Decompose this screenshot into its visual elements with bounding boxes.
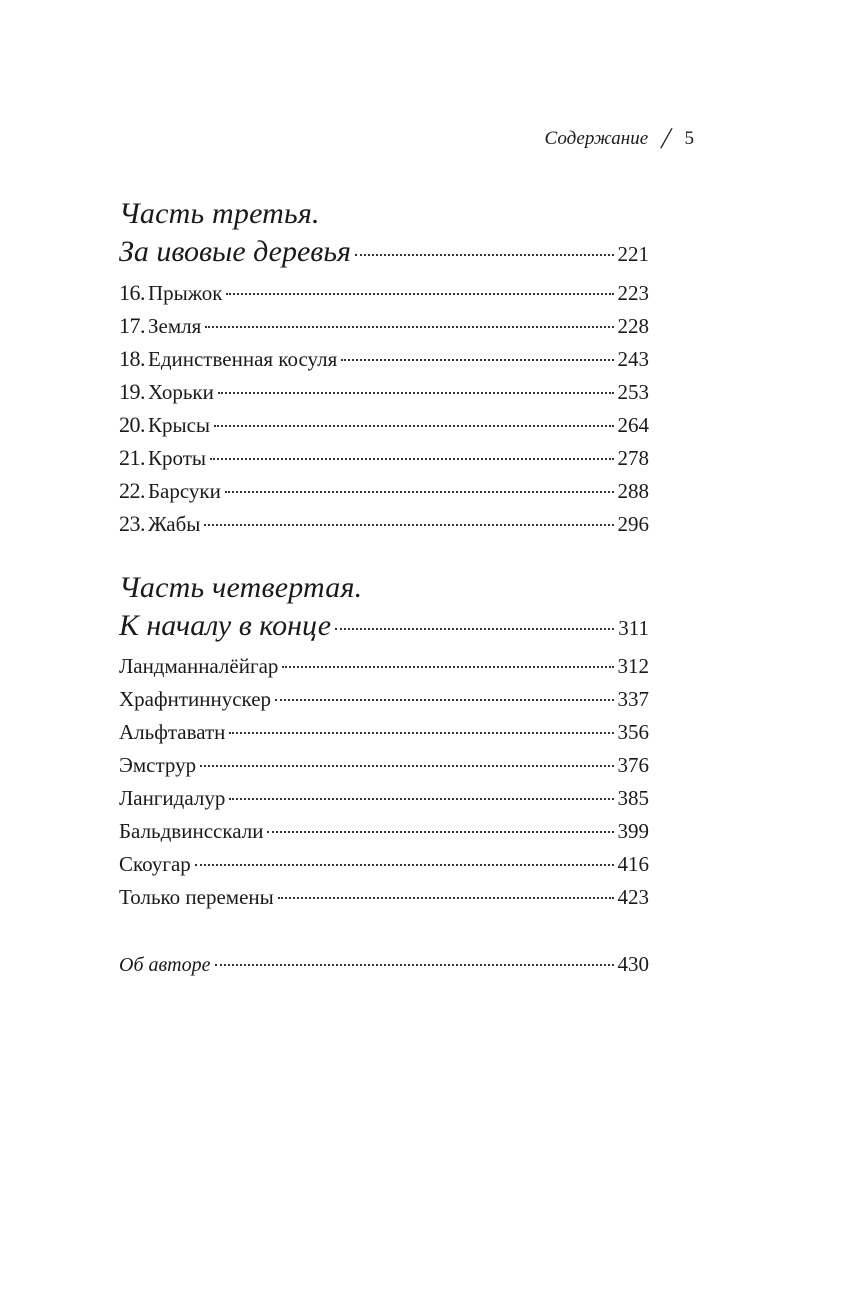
chapter-page: 423 <box>617 885 649 909</box>
chapter-title: Единственная косуля <box>148 347 338 371</box>
dot-leader <box>335 628 614 630</box>
chapter-page: 356 <box>617 720 649 744</box>
dot-leader <box>225 491 614 493</box>
chapter-title: Кроты <box>148 446 207 470</box>
chapter-number: 22. <box>119 478 145 503</box>
chapter-number: 23. <box>119 511 145 536</box>
chapter-title: Прыжок <box>148 281 223 305</box>
chapter-title: Бальдвинсскали <box>119 819 264 843</box>
chapter-page: 385 <box>617 786 649 810</box>
chapter-page: 253 <box>617 380 649 404</box>
chapter-number: 21. <box>119 445 145 470</box>
running-head-title: Содержание <box>544 128 649 149</box>
dot-leader <box>204 524 613 526</box>
chapter-page: 312 <box>617 654 649 678</box>
dot-leader <box>214 425 613 427</box>
toc-entry[interactable] <box>119 375 649 408</box>
dot-leader <box>226 293 613 295</box>
chapter-title: Жабы <box>148 512 201 536</box>
about-author-title: Об авторе <box>119 954 211 976</box>
running-head-page-number: 5 <box>684 128 694 149</box>
running-head-separator: / <box>658 122 675 155</box>
dot-leader <box>229 732 613 734</box>
about-author-section <box>119 948 649 981</box>
toc-entry[interactable] <box>119 650 649 683</box>
dot-leader <box>267 831 613 833</box>
chapter-title: Хорьки <box>148 380 214 404</box>
part-three-chapter-list <box>119 276 649 540</box>
chapter-page: 337 <box>617 687 649 711</box>
chapter-title: Скоугар <box>119 852 191 876</box>
part-four-heading <box>119 569 649 645</box>
dot-leader <box>195 864 614 866</box>
part-four-title-line1: Часть четвертая. <box>119 571 363 604</box>
chapter-title: Ландманналёйгар <box>119 654 279 678</box>
toc-entry[interactable] <box>119 848 649 881</box>
dot-leader <box>205 326 613 328</box>
dot-leader <box>282 666 613 668</box>
dot-leader <box>218 392 614 394</box>
chapter-page: 223 <box>617 281 649 305</box>
toc-entry[interactable] <box>119 276 649 309</box>
dot-leader <box>278 897 614 899</box>
chapter-page: 399 <box>617 819 649 843</box>
dot-leader <box>210 458 613 460</box>
toc-entry[interactable] <box>119 507 649 540</box>
chapter-page: 376 <box>617 753 649 777</box>
dot-leader <box>355 254 614 256</box>
chapter-number: 19. <box>119 379 145 404</box>
chapter-number: 16. <box>119 280 145 305</box>
part-three-page: 221 <box>617 242 649 266</box>
chapter-number: 18. <box>119 346 145 371</box>
chapter-number: 17. <box>119 313 145 338</box>
toc-entry[interactable] <box>119 309 649 342</box>
dot-leader <box>215 964 614 966</box>
chapter-page: 264 <box>617 413 649 437</box>
toc-entry[interactable] <box>119 815 649 848</box>
chapter-title: Барсуки <box>148 479 221 503</box>
about-author-entry[interactable] <box>119 948 649 981</box>
chapter-page: 278 <box>617 446 649 470</box>
chapter-title: Лангидалур <box>119 786 226 810</box>
toc-entry[interactable] <box>119 408 649 441</box>
part-three-entry[interactable] <box>119 233 649 271</box>
chapter-title: Только перемены <box>119 885 274 909</box>
chapter-title: Альфтаватн <box>119 720 226 744</box>
toc-entry[interactable] <box>119 683 649 716</box>
dot-leader <box>341 359 613 361</box>
chapter-title: Крысы <box>148 413 211 437</box>
chapter-page: 296 <box>617 512 649 536</box>
chapter-page: 288 <box>617 479 649 503</box>
chapter-title: Храфнтиннускер <box>119 687 272 711</box>
chapter-number: 20. <box>119 412 145 437</box>
part-four-title-line2: К началу в конце <box>119 609 332 642</box>
part-three-heading <box>119 195 649 271</box>
dot-leader <box>275 699 613 701</box>
part-four-chapter-list <box>119 650 649 914</box>
about-author-page: 430 <box>617 952 649 976</box>
running-head <box>544 118 694 155</box>
toc-entry[interactable] <box>119 474 649 507</box>
chapter-page: 228 <box>617 314 649 338</box>
toc-entry[interactable] <box>119 342 649 375</box>
chapter-page: 243 <box>617 347 649 371</box>
part-three-title-line2: За ивовые деревья <box>119 235 351 268</box>
toc-entry[interactable] <box>119 749 649 782</box>
part-four-page: 311 <box>618 616 649 640</box>
toc-entry[interactable] <box>119 441 649 474</box>
dot-leader <box>200 765 613 767</box>
part-four-entry[interactable] <box>119 607 649 645</box>
chapter-title: Земля <box>148 314 202 338</box>
dot-leader <box>229 798 613 800</box>
chapter-title: Эмструр <box>119 753 197 777</box>
part-three-title-line1: Часть третья. <box>119 197 320 230</box>
toc-entry[interactable] <box>119 716 649 749</box>
toc-entry[interactable] <box>119 782 649 815</box>
toc-entry[interactable] <box>119 881 649 914</box>
chapter-page: 416 <box>617 852 649 876</box>
